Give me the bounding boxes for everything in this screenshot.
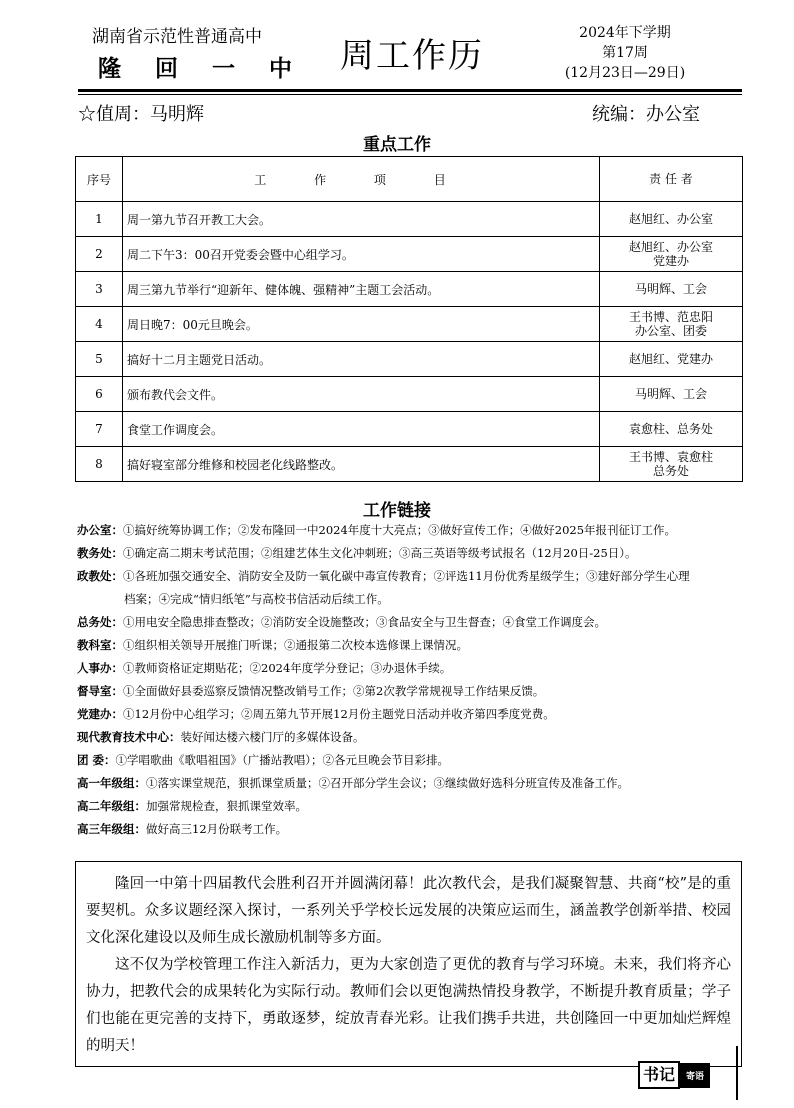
week-dates: (12月23日—29日) — [564, 65, 686, 81]
department-tasks: ①学唱歌曲《歌唱祖国》（广播站教唱）；②各元旦晚会节目彩排。 — [115, 753, 450, 767]
row-item: 食堂工作调度会。 — [123, 412, 600, 447]
page-title: 周工作历 — [340, 36, 484, 76]
link-line — [77, 703, 757, 726]
link-line — [77, 818, 757, 841]
row-item: 周一第九节召开教工大会。 — [123, 202, 600, 237]
department-tasks: ①落实课堂规范，狠抓课堂质量；②召开部分学生会议；③继续做好选科分班宣传及准备工作。 — [146, 776, 629, 790]
row-resp — [600, 412, 743, 447]
link-line — [77, 542, 757, 565]
key-work-table — [75, 156, 743, 482]
row-no: 6 — [76, 377, 123, 412]
resp-line: 赵旭红、党建办 — [628, 352, 713, 366]
message-paragraph-1: 隆回一中第十四届教代会胜利召开并圆满闭幕！此次教代会，是我们凝聚智慧、共商“校”是的重要契机。众多议题经深入探讨，一系列关乎学校长远发展的决策应运而生，涵盖教学创新举措、校园文化深化建设以及师生成长激励机制等多方面。 — [86, 876, 731, 946]
link-line — [77, 519, 757, 542]
resp-line: 办公室、团委 — [634, 324, 707, 338]
table-row — [76, 412, 743, 447]
editor: 统编：办公室 — [592, 104, 700, 125]
header-no: 序号 — [76, 157, 123, 202]
table-row — [76, 237, 743, 272]
resp-line: 袁愈柱、总务处 — [628, 422, 713, 436]
key-work-title: 重点工作 — [363, 135, 431, 155]
department-label: 高二年级组： — [77, 799, 146, 813]
department-tasks: ①搞好统筹协调工作；②发布隆回一中2024年度十大亮点；③做好宣传工作；④做好2025年报刊征订工作。 — [123, 523, 677, 537]
department-label: 督导室： — [77, 684, 123, 698]
department-tasks: ①各班加强交通安全、消防安全及防一氧化碳中毒宣传教育；②评选11月份优秀星级学生；③建好部分学生心理 — [123, 569, 690, 583]
department-label: 总务处： — [77, 615, 123, 629]
header-resp: 责 任 者 — [600, 157, 743, 202]
department-label: 团 委： — [77, 753, 116, 767]
badge-label: 书记 — [638, 1061, 680, 1089]
row-resp — [600, 272, 743, 307]
row-no: 7 — [76, 412, 123, 447]
resp-line: 赵旭红、办公室 — [628, 240, 713, 254]
department-label: 办公室： — [77, 523, 123, 537]
department-label: 人事办： — [77, 661, 123, 675]
row-resp — [600, 237, 743, 272]
link-line — [77, 749, 757, 772]
department-tasks: ①确定高二期末考试范围；②组建艺体生文化冲刺班；③高三英语等级考试报名（12月20日-25日）。 — [123, 546, 637, 560]
department-label: 教务处： — [77, 546, 123, 560]
department-tasks: 加强常规检查，狠抓课堂效率。 — [146, 799, 307, 813]
row-resp — [600, 307, 743, 342]
week-number: 第17周 — [602, 45, 648, 61]
department-tasks: ①用电安全隐患排查整改；②消防安全设施整改；③食品安全与卫生督查；④食堂工作调度会。 — [123, 615, 606, 629]
resp-line: 总务处 — [652, 464, 689, 478]
row-resp — [600, 202, 743, 237]
secretary-message-box — [75, 861, 742, 1067]
row-item: 颁布教代会文件。 — [123, 377, 600, 412]
table-header-row — [76, 157, 743, 202]
row-no: 3 — [76, 272, 123, 307]
link-line — [77, 772, 757, 795]
header-rule-thick — [78, 89, 742, 92]
table-row — [76, 377, 743, 412]
row-item: 周日晚7：00元旦晚会。 — [123, 307, 600, 342]
semester: 2024年下学期 — [579, 25, 671, 41]
link-line — [77, 657, 757, 680]
badge-tag: 寄语 — [680, 1063, 710, 1088]
badge-rule — [736, 1046, 738, 1100]
resp-line: 马明辉、工会 — [634, 282, 707, 296]
table-row — [76, 447, 743, 482]
school-name: 隆 回 一 中 — [98, 55, 306, 82]
department-label: 政教处： — [77, 569, 123, 583]
department-tasks: 装好闻达楼六楼门厅的多媒体设备。 — [180, 730, 365, 744]
resp-line: 赵旭红、办公室 — [628, 212, 713, 226]
department-label: 党建办： — [77, 707, 123, 721]
row-resp — [600, 447, 743, 482]
link-line — [77, 565, 757, 588]
row-resp — [600, 342, 743, 377]
resp-line: 党建办 — [652, 254, 689, 268]
work-links-title: 工作链接 — [363, 501, 431, 521]
department-tasks: 档案；④完成“情归纸笔”与高校书信活动后续工作。 — [124, 592, 389, 606]
department-label: 现代教育技术中心： — [77, 730, 181, 744]
row-no: 8 — [76, 447, 123, 482]
department-tasks: ①教师资格证定期贴花；②2024年度学分登记；③办退休手续。 — [123, 661, 452, 675]
link-line — [77, 726, 757, 749]
row-no: 4 — [76, 307, 123, 342]
resp-line: 王书博、范忠阳 — [628, 310, 713, 324]
table-row — [76, 342, 743, 377]
department-tasks: 做好高三12月份联考工作。 — [146, 822, 288, 836]
row-no: 1 — [76, 202, 123, 237]
row-no: 5 — [76, 342, 123, 377]
table-row — [76, 202, 743, 237]
work-links-list — [77, 519, 757, 841]
department-tasks: ①12月份中心组学习；②周五第九节开展12月份主题党日活动并收齐第四季度党费。 — [123, 707, 555, 721]
link-line — [77, 611, 757, 634]
row-no: 2 — [76, 237, 123, 272]
message-paragraph-2: 这不仅为学校管理工作注入新活力，更为大家创造了更优的教育与学习环境。未来，我们将齐心协力，把教代会的成果转化为实际行动。教师们会以更饱满热情投身教学，不断提升教育质量；学子们也能在更完善的支持下，勇敢逐梦，绽放青春光彩。让我们携手共进，共创隆回一中更加灿烂辉煌的明天！ — [86, 957, 731, 1054]
link-line — [77, 795, 757, 818]
department-label: 高三年级组： — [77, 822, 146, 836]
resp-line: 王书博、袁愈柱 — [628, 450, 713, 464]
header-item: 工 作 项 目 — [123, 157, 600, 202]
table-row — [76, 272, 743, 307]
school-label: 湖南省示范性普通高中 — [92, 27, 262, 47]
link-line — [77, 680, 757, 703]
resp-line: 马明辉、工会 — [634, 387, 707, 401]
department-label: 教科室： — [77, 638, 123, 652]
row-resp — [600, 377, 743, 412]
department-tasks: ①全面做好县委巡察反馈情况整改销号工作；②第2次教学常规视导工作结果反馈。 — [123, 684, 545, 698]
link-line — [77, 588, 757, 611]
row-item: 搞好寝室部分维修和校园老化线路整改。 — [123, 447, 600, 482]
row-item: 周三第九节举行“迎新年、健体魄、强精神”主题工会活动。 — [123, 272, 600, 307]
department-tasks: ①组织相关领导开展推门听课；②通报第二次校本选修课上课情况。 — [123, 638, 468, 652]
department-label: 高一年级组： — [77, 776, 146, 790]
header-rule-thin — [78, 94, 742, 95]
row-item: 搞好十二月主题党日活动。 — [123, 342, 600, 377]
table-row — [76, 307, 743, 342]
row-item: 周二下午3：00召开党委会暨中心组学习。 — [123, 237, 600, 272]
secretary-badge — [638, 1060, 710, 1090]
link-line — [77, 634, 757, 657]
duty-person: ☆值周：马明辉 — [78, 104, 204, 125]
